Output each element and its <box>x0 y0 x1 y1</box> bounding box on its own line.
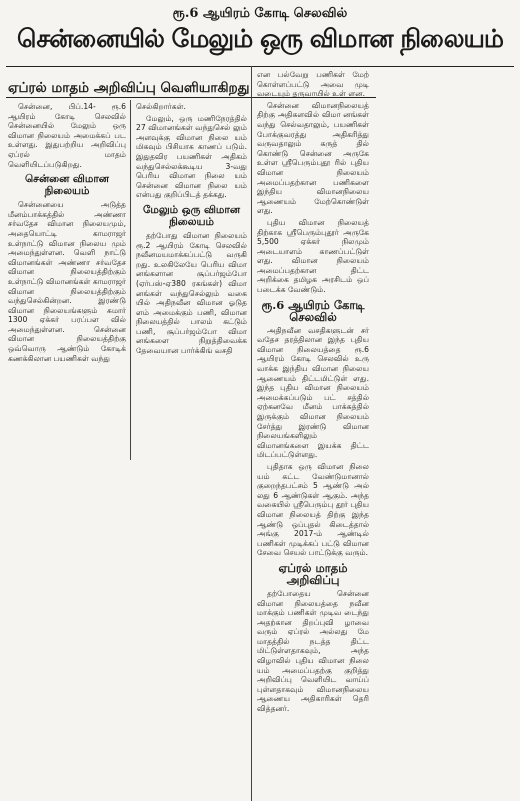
intro-paragraph: சென்னை, பிப்.14- ரூ.6 ஆயிரம் கோடி செலவில் சென்னையில் மேலும் ஒரு விமான நிலையம் அமைக்கப் பட உள்ளது. இதுபற்றிய அறிவிப்பு ஏப்ரல் மாதம் வெளியிடப்படுகிறது. <box>8 102 126 169</box>
section-heading-cost: ரூ.6 ஆயிரம் கோடி செலவில் <box>261 297 365 324</box>
article-column-1 <box>8 102 126 365</box>
paragraph: அதிநவீன வசதிகளுடன் சர் வதேச தரத்திலான இந்த புதிய விமான நிலையத்தை ரூ.6 ஆயிரம் கோடி செலவில் உரு வாக்க இந்திய விமான நிலைய ஆணையம் திட்டமிட்டுள் ளது. இந்த புதிய விமான நிலையம் அமைக்கப்படும் பட் சத்தில் ஏற்கனவே மீனம் பாக்கத்தில் இருக்கும் விமான நிலையம் சேர்த்து இரண்டு விமான நிலையங்களிலும் விமானங்களை இயக்க திட்ட மிடப்பட்டுள்ளது. <box>257 325 369 460</box>
paragraph: மேலும், ஒரு மணிநேரத்தில் 27 விமானங்கள் வந்துசெல் லும் அளவுக்கு விமான நிலை யம் மிகவும் பிசியாக காணப் படும். இதுதவிர பயணிகள் அதிகம் வந்துசெல்லக்கூடிய 3-வது பெரிய விமான நிலை யம் சென்னை விமான நிலை யம் என்பது குறிப்பிடத் தக்கது. <box>136 113 247 200</box>
paragraph: சென்னையை அடுத்த மீனம்பாக்கத்தில் அண்ணா சர்வதேச விமான நிலையமும், அதையொட்டி காமராஜர் உள்நாட்டு விமான நிலைய மும் அமைந்துள்ளன. வெளி நாட்டு விமானங்கள் அண்ணா சர்வதேச விமான நிலையத்திற்கும் உள்நாட்டு விமானங்கள் காமராஜர் விமான நிலையத்திற்கும் வந்துசெல்கின்றன. இரண்டு விமான நிலையங்களும் சுமார் 1300 ஏக்கர் பரப்பள வில் அமைந்துள்ளன. சென்னை விமான நிலையத்திற்கு ஒவ்வொரு ஆண்டும் கோடிக் கணக்கிலான பயணிகள் வந்து <box>8 200 126 363</box>
paragraph: என பல்வேறு பணிகள் மேற் கொள்ளப்பட்டு அவை முடி வடையும் தருவாயில் உள் ளன. <box>257 70 369 99</box>
section-heading-airport: சென்னை விமான நிலையம் <box>24 173 109 198</box>
headline-divider <box>6 66 514 67</box>
article-column-2 <box>136 102 247 358</box>
paragraph: புதிதாக ஒரு விமான நிலை யம் கட்ட வேண்டுமானால் குறைந்தபட்சம் 5 ஆண்டு அல் லது 6 ஆண்டுகள் ஆகும். அந்த வகையில் ஸ்ரீபெரும்பு தூர் புதிய விமான நிலையத் திற்கு இந்த ஆண்டு ஒப்புதல் கிடைத்தால் அங்கு 2017-ம் ஆண்டில் பணிகள் முடிக்கப் பட்டு விமான சேவை செயல் பாட்டுக்கு வரும். <box>257 461 369 558</box>
column-rule-2 <box>251 66 252 801</box>
subheadline: ஏப்ரல் மாதம் அறிவிப்பு வெளியாகிறது <box>8 80 250 96</box>
paragraph: தற்போது விமான நிலையம் ரூ.2 ஆயிரம் கோடி செலவில் நவீனமயமாக்கப்பட்டு வருகி றது. உலகிலேயே பெரிய விமா னங்களான சூப்பர்ஜம்போ (ஏர்பஸ்-ஏ380 ரகங்கள்) விமா னங்கள் வந்துசெல்லும் வகை யில் அதிநவீன விமான ஓடுத ளம் அமைக்கும் பணி, விமான நிலையத்தில் பாலம் கட்டும் பணி, சூப்பர்ஜம்போ விமா னங்களை நிறுத்திவைக்க தேவையான பார்க்கிங் வசதி <box>136 230 247 356</box>
section-heading-another-airport: மேலும் ஒரு விமான நிலையம் <box>142 203 241 228</box>
paragraph: புதிய விமான நிலையத் திற்காக ஸ்ரீபெரும்புதூர் அருகே 5,500 ஏக்கர் நிலமும் அடையாளம் காணப்பட்டுள் ளது. விமான நிலையம் அமைப்பதற்கான திட்ட அறிக்கை தமிழக அரசிடம் ஒப் படைக்க வேண்டும். <box>257 217 369 295</box>
column-rule-1 <box>130 100 131 460</box>
kicker-line: ரூ.6 ஆயிரம் கோடி செலவில் <box>172 6 348 21</box>
paragraph: சென்னை விமானநிலையத் திற்கு அதிகளவில் விமா னங்கள் வந்து செல்வதாலும், பயணிகள் போக்குவரத்து அதிகரித்து வருவதாலும் கருத் தில் கொண்டு சென்னை அருகே உள்ள ஸ்ரீபெரும்புதூ ரில் புதிய விமான நிலையம் அமைப்பதற்கான பணிகளை இந்திய விமானநிலைய ஆணையம் மேற்கொண்டுள் ளது. <box>257 100 369 216</box>
section-heading-april: ஏப்ரல் மாதம் அறிவிப்பு <box>278 560 348 587</box>
headline: சென்னையில் மேலும் ஒரு விமான நிலையம் <box>16 24 504 53</box>
paragraph: செல்கிறார்கள். <box>136 102 186 111</box>
paragraph: தற்போதைய சென்னை விமான நிலையத்தை நவீன மாக்கும் பணிகள் முடிவ டைந்து அதற்கான திறப்புவி ழாவை வரும் ஏப்ரல் அல்லது மே மாதத்தில் நடத்த திட்ட மிட்டுள்ளதாகவும், அந்த விழாவில் புதிய விமான நிலை யம் அமைப்பதற்கு குறித்து அறிவிப்பு வெளியிட வாய்ப் புள்ளதாகவும் விமானநிலைய ஆணைய அதிகாரிகள் தெரி வித்தனர். <box>257 588 369 714</box>
article-column-3 <box>257 70 369 716</box>
